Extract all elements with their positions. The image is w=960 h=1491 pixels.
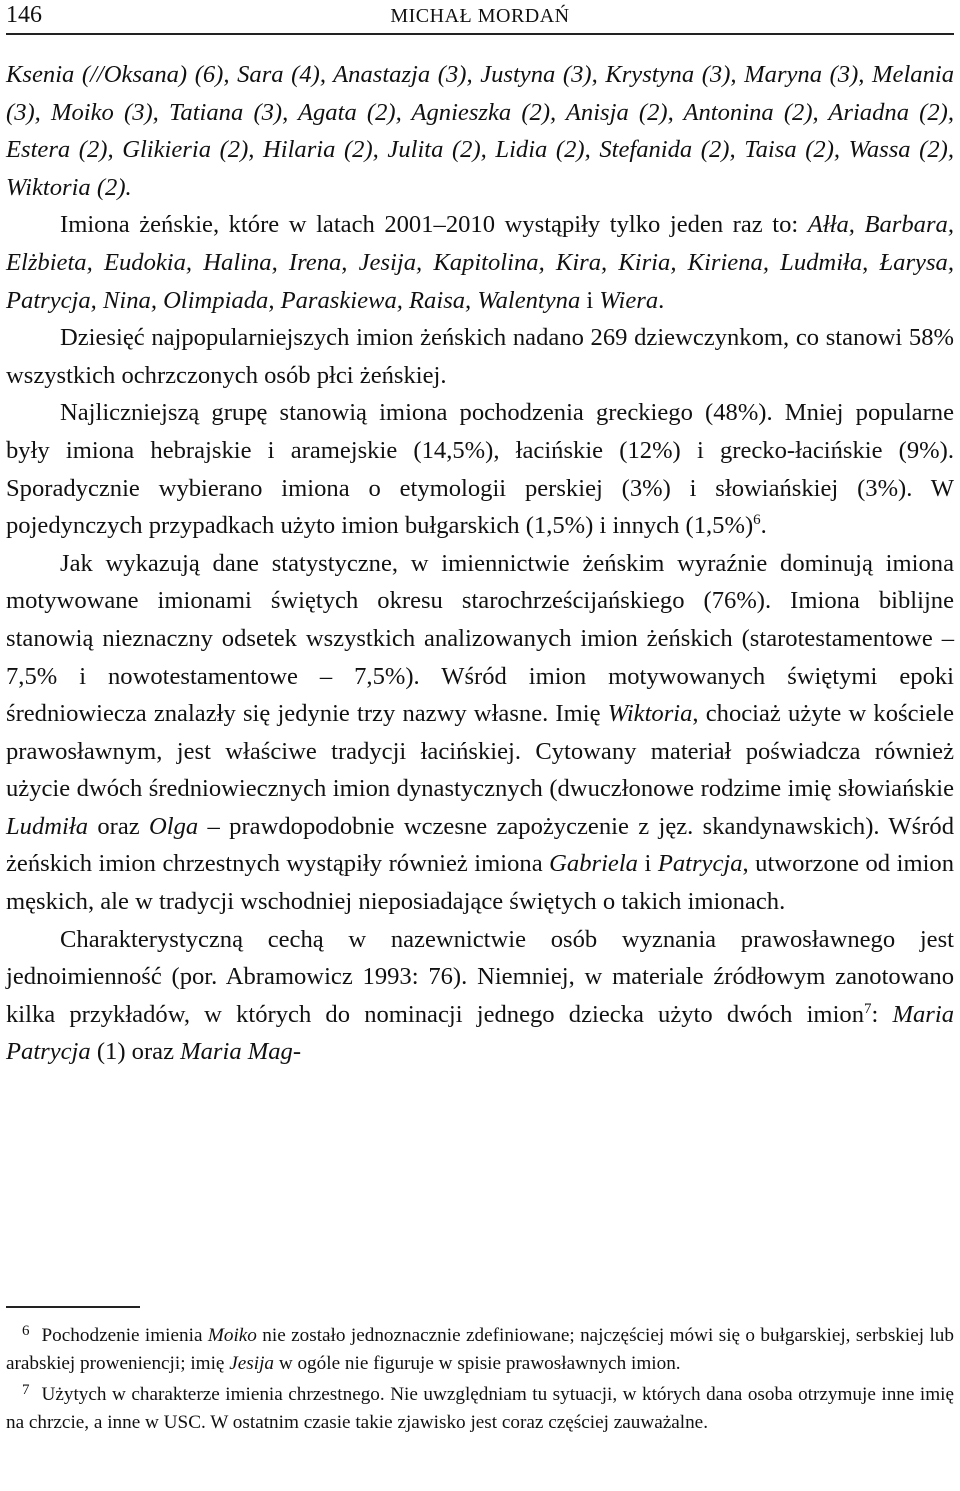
italic-text: Patrycja xyxy=(657,850,743,878)
text-run: Charakterystyczną cechą w nazewnictwie osób wyznania prawosławnego jest jednoimienność (por. Abramowicz 1993: 76). Niemniej, w materiale źródłowym zanotowano kilka przykładów, w których do nominacji jednego dziecka użyto dwóch imion xyxy=(6,925,954,1028)
footnote-ref: 6 xyxy=(753,512,761,529)
text-run: Dziesięć najpopularniejszych imion żeńskich nadano 269 dziewczynkom, co stanowi 58% wszystkich ochrzczonych osób płci żeńskiej. xyxy=(6,324,954,389)
italic-text: Maria Mag- xyxy=(180,1038,302,1066)
footnote-number: 7 xyxy=(22,1382,30,1398)
paragraph xyxy=(6,921,954,1071)
paragraph xyxy=(6,56,954,206)
italic-text: Ludmiła xyxy=(6,812,88,840)
page-header xyxy=(6,0,954,34)
paragraph xyxy=(6,206,954,319)
text-run: Użytych w charakterze imienia chrzestnego. Nie uwzględniam tu sytuacji, w których dana osoba otrzymuje inne imię na chrzcie, a inne w USC. W ostatnim czasie takie zjawisko jest coraz częściej zauważalne. xyxy=(6,1384,954,1433)
footnotes xyxy=(6,1322,954,1437)
text-run: , chociaż użyte w kościele prawosławnym, jest właściwe tradycji łacińskiej. Cytowany materiał poświadcza również użycie dwóch średniowiecznych imion dynastycznych (dwuczłonowe rodzime imię słowiańskie xyxy=(6,700,954,803)
italic-text: Ałła, Barbara, Elżbieta, Eudokia, Halina, Irena, Jesija, Kapitolina, Kira, Kiria, Kiriena, Ludmiła, Łarysa, Patrycja, Nina, Olimpiada, Paraskiewa, Raisa, Walentyna xyxy=(6,211,954,314)
footnote-separator xyxy=(6,1306,140,1308)
text-run: , utworzone od imion męskich, ale w tradycji wschodniej nieposiadające świętych o takich imionach. xyxy=(6,850,954,916)
text-run: . xyxy=(658,286,665,314)
footnote-number: 6 xyxy=(22,1323,30,1339)
text-run: Najliczniejszą grupę stanowią imiona pochodzenia greckiego (48%). Mniej popularne były imiona hebrajskie i aramejskie (14,5%), łacińskie (12%) i grecko-łacińskie (9%). Sporadycznie wybierano imiona o etymologii perskiej (3%) i słowiańskiej (3%). W pojedynczych przypadkach użyto imion bułgarskich (1,5%) i innych (1,5%) xyxy=(6,399,954,540)
text-run: Jak wykazują dane statystyczne, w imiennictwie żeńskim wyraźnie dominują imiona motywowane imionami świętych okresu starochrześcijańskiego (76%). Imiona biblijne stanowią nieznaczny odsetek wszystkich analizowanych imion żeńskich (starotestamentowe – 7,5% i nowotestamentowe – 7,5%). Wśród imion motywowanych świętymi epoki średniowiecza znalazły się jedynie trzy nazwy własne. Imię xyxy=(6,549,954,728)
italic-text: Olga xyxy=(149,812,199,840)
italic-text: Maria Patrycja xyxy=(6,1000,954,1066)
italic-text: Moiko xyxy=(207,1325,257,1346)
text-run: Pochodzenie imienia xyxy=(41,1325,208,1346)
footnote xyxy=(6,1322,954,1378)
body-text xyxy=(6,56,954,1071)
text-run: – prawdopodobnie wczesne zapożyczenie z jęz. skandynawskich). Wśród żeńskich imion chrzestnych wystąpiły również imiona xyxy=(6,812,955,878)
text-run: . xyxy=(760,512,767,540)
text-run: Imiona żeńskie, które w latach 2001–2010 wystąpiły tylko jeden raz to: xyxy=(60,211,808,239)
footnote xyxy=(6,1381,954,1437)
italic-text: Ksenia (//Oksana) (6), Sara (4), Anastazja (3), Justyna (3), Krystyna (3), Maryna (3), Melania (3), Moiko (3), Tatiana (3), Agata (2), Agnieszka (2), Anisja (2), Antonina (2), Ariadna (2), Estera (2), Glikieria (2), Hilaria (2), Julita (2), Lidia (2), Stefanida (2), Taisa (2), Wassa (2), Wiktoria (2). xyxy=(6,61,954,201)
text-run: i xyxy=(580,286,600,314)
text-run: (1) oraz xyxy=(90,1038,181,1066)
italic-text: Wiera xyxy=(599,286,659,314)
paragraph xyxy=(6,394,954,544)
page-number: 146 xyxy=(6,2,42,28)
footnote-ref: 7 xyxy=(864,1000,872,1017)
text-run: oraz xyxy=(88,812,150,840)
text-run: w ogóle nie figuruje w spisie prawosławnych imion. xyxy=(274,1353,681,1374)
text-run: nie zostało jednoznacznie zdefiniowane; najczęściej mówi się o bułgarskiej, serbskiej lub arabskiej proweniencji; imię xyxy=(6,1325,954,1374)
italic-text: Gabriela xyxy=(549,850,638,878)
text-run: i xyxy=(637,850,658,878)
header-rule xyxy=(6,33,954,35)
italic-text: Wiktoria xyxy=(607,700,693,728)
paragraph xyxy=(6,319,954,394)
text-run: : xyxy=(871,1000,893,1028)
italic-text: Jesija xyxy=(229,1353,275,1374)
running-title: MICHAŁ MORDAŃ xyxy=(390,5,570,27)
paragraph xyxy=(6,545,954,921)
